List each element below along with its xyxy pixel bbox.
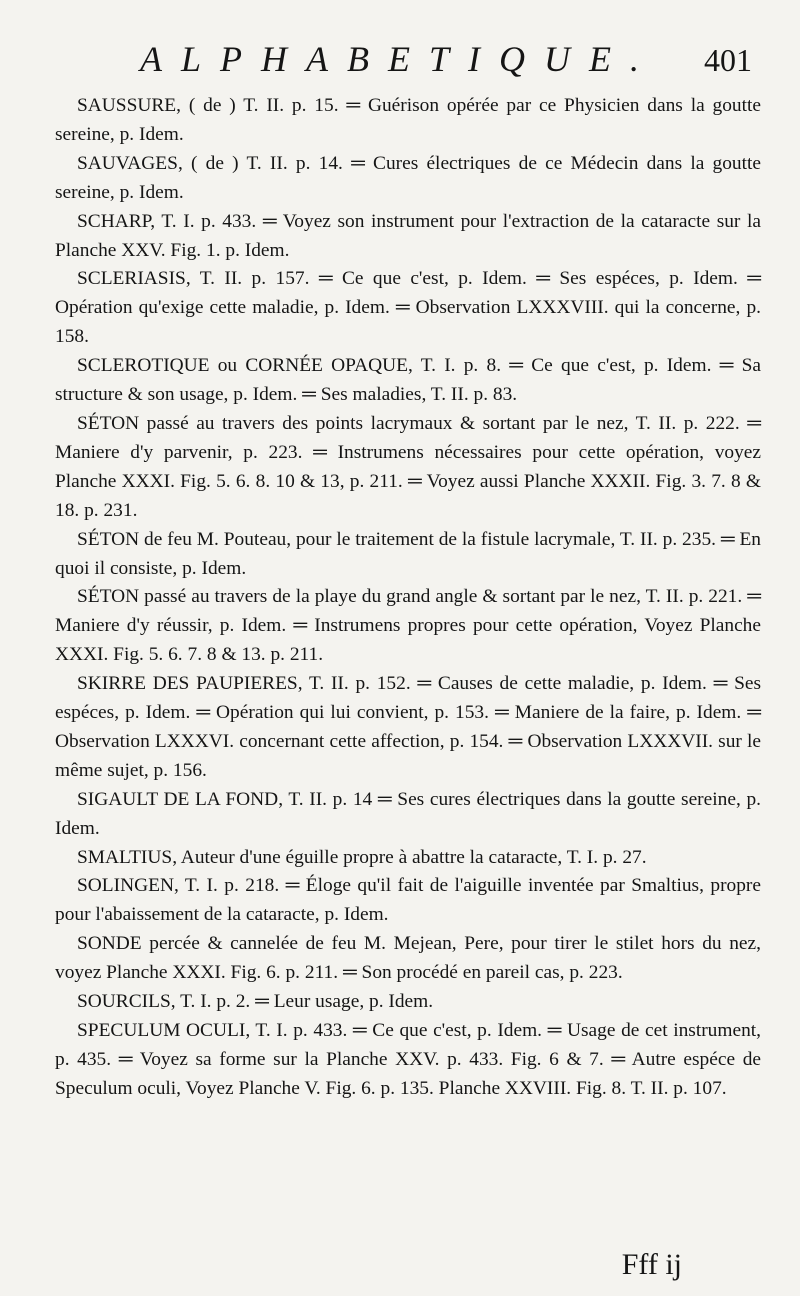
- entry-text: , ( de ) T. II. p. 15. ═ Guérison opérée par ce Physicien dans la goutte sereine, p. Idem.: [55, 95, 761, 145]
- entry-text: , T. I. p. 433. ═ Voyez son instrument pour l'extraction de la cataracte sur la Planche XXV. Fig. 1. p. Idem.: [55, 210, 761, 261]
- index-entry: [55, 583, 761, 670]
- page-number: 401: [704, 42, 752, 78]
- index-entry: [55, 265, 761, 352]
- index-entry: [55, 410, 761, 526]
- entry-heading: SAUVAGES: [77, 152, 178, 174]
- entry-text: passé au travers de la playe du grand angle & sortant par le nez, T. II. p. 221. ═ Maniere d'y réussir, p. Idem. ═ Instrumens propres pour cette opération, Voyez Planche XXXI. Fig. 5. 6. 7. 8 & 13. p. 211.: [55, 586, 761, 666]
- entry-text: , T. I. p. 8. ═ Ce que c'est, p. Idem. ═ Sa structure & son usage, p. Idem. ═ Ses maladies, T. II. p. 83.: [55, 355, 761, 406]
- signature-mark: Fff ij: [621, 1248, 682, 1281]
- index-entry: [55, 844, 761, 873]
- entry-text: , T. I. p. 433. ═ Ce que c'est, p. Idem. ═ Usage de cet instrument, p. 435. ═ Voyez sa forme sur la Planche XXV. p. 433. Fig. 6 & 7. ═ Autre espéce de Speculum oculi, Voyez Planche V. Fig. 6. p. 135. Planche XXVIII. Fig. 8. T. II. p. 107.: [55, 1020, 761, 1099]
- index-entry: [55, 92, 761, 150]
- entry-text: de feu M. Pouteau, pour le traitement de la fistule lacrymale, T. II. p. 235. ═ En quoi il consiste, p. Idem.: [55, 528, 761, 579]
- entry-text: , Auteur d'une éguille propre à abattre la cataracte, T. I. p. 27.: [172, 846, 647, 868]
- entry-heading: SKIRRE DES PAUPIERES: [77, 673, 298, 695]
- page-header: [140, 32, 760, 82]
- entry-heading: SCLEROTIQUE ou CORNÉE OPAQUE: [77, 355, 408, 377]
- index-entry: [55, 1017, 761, 1104]
- entry-text: , T. I. p. 2. ═ Leur usage, p. Idem.: [170, 991, 434, 1013]
- entry-heading: SONDE: [77, 933, 142, 955]
- index-entry: [55, 872, 761, 930]
- entry-heading: SMALTIUS: [77, 846, 173, 868]
- entry-heading: SIGAULT DE LA FOND: [77, 788, 279, 810]
- index-entry: [55, 786, 761, 844]
- entry-text: , T. II. p. 152. ═ Causes de cette maladie, p. Idem. ═ Ses espéces, p. Idem. ═ Opération qui lui convient, p. 153. ═ Maniere de la faire, p. Idem. ═ Observation LXXXVI. concernant cette affection, p. 154. ═ Observation LXXXVII. sur le même sujet, p. 156.: [55, 673, 762, 781]
- entry-heading: SCHARP: [77, 210, 151, 232]
- entry-heading: SÉTON: [77, 586, 140, 608]
- entry-text: , ( de ) T. II. p. 14. ═ Cures électriques de ce Médecin dans la goutte sereine, p. Idem.: [55, 152, 761, 203]
- entry-text: , T. I. p. 218. ═ Éloge qu'il fait de l'aiguille inventée par Smaltius, propre pour l'abaissement de la cataracte, p. Idem.: [55, 875, 761, 926]
- entry-text: percée & cannelée de feu M. Mejean, Pere, pour tirer le stilet hors du nez, voyez Planche XXXI. Fig. 6. p. 211. ═ Son procédé en pareil cas, p. 223.: [55, 933, 761, 984]
- index-entry: [55, 208, 761, 266]
- index-entry: [55, 352, 761, 410]
- entry-heading: SÉTON: [77, 412, 140, 434]
- entry-heading: SOURCILS: [77, 991, 171, 1013]
- index-entry: [55, 150, 761, 208]
- index-entries: [55, 92, 761, 1104]
- entry-heading: SAUSSURE: [77, 95, 177, 116]
- index-entry: [55, 988, 761, 1017]
- entry-heading: SCLERIASIS: [77, 268, 186, 290]
- index-entry: [55, 670, 761, 786]
- index-entry: [55, 526, 761, 584]
- running-title: ALPHABETIQUE.: [140, 39, 658, 79]
- entry-heading: SOLINGEN: [77, 875, 174, 897]
- entry-heading: SÉTON: [77, 528, 140, 550]
- entry-text: , T. II. p. 157. ═ Ce que c'est, p. Idem. ═ Ses espéces, p. Idem. ═ Opération qu'exige cette maladie, p. Idem. ═ Observation LXXXVIII. qui la concerne, p. 158.: [55, 268, 761, 348]
- entry-heading: SPECULUM OCULI: [77, 1020, 246, 1041]
- index-entry: [55, 930, 761, 988]
- entry-text: , T. II. p. 14 ═ Ses cures électriques dans la goutte sereine, p. Idem.: [55, 788, 761, 839]
- entry-text: passé au travers des points lacrymaux & sortant par le nez, T. II. p. 222. ═ Maniere d'y parvenir, p. 223. ═ Instrumens nécessaires pour cette opération, voyez Planche XXXI. Fig. 5. 6. 8. 10 & 13, p. 211. ═ Voyez aussi Planche XXXII. Fig. 3. 7. 8 & 18. p. 231.: [55, 412, 761, 521]
